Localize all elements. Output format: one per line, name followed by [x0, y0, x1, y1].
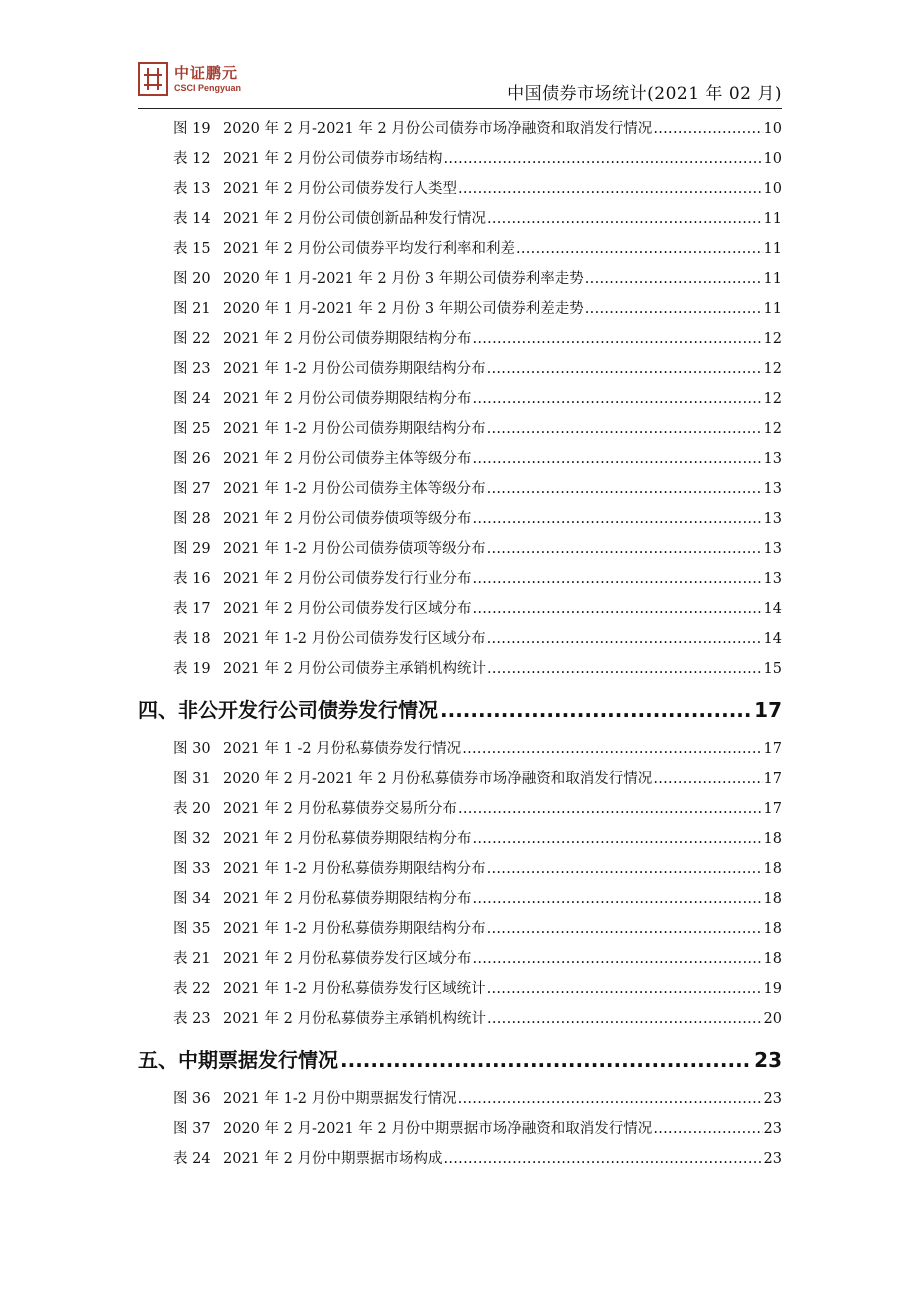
entry-title: 2020 年 2 月-2021 年 2 月份公司债券市场净融资和取消发行情况	[223, 121, 653, 137]
toc-entry[interactable]	[173, 447, 782, 469]
dot-leader	[440, 698, 752, 722]
entry-code: 表 18	[173, 631, 211, 647]
entry-code: 图 36	[173, 1091, 211, 1107]
section-title: 四、非公开发行公司债券发行情况	[138, 698, 438, 722]
entry-title: 2021 年 2 月份公司债券主体等级分布	[223, 451, 472, 467]
toc-entry[interactable]	[173, 267, 782, 289]
entry-page: 13	[763, 541, 782, 557]
dot-leader	[340, 1048, 752, 1072]
toc-entry[interactable]	[173, 327, 782, 349]
document-title: 中国债券市场统计(2021 年 02 月)	[507, 84, 782, 104]
entry-code: 表 20	[173, 801, 211, 817]
company-logo	[138, 62, 241, 96]
entry-code: 图 28	[173, 511, 211, 527]
entry-title: 2021 年 2 月份公司债券发行区域分布	[223, 601, 472, 617]
entry-code: 图 24	[173, 391, 211, 407]
dot-leader	[472, 391, 762, 407]
entry-code: 图 26	[173, 451, 211, 467]
toc-entry[interactable]	[173, 797, 782, 819]
entry-page: 10	[763, 121, 782, 137]
entry-code: 图 25	[173, 421, 211, 437]
dot-leader	[462, 741, 762, 757]
toc-entry[interactable]	[173, 537, 782, 559]
dot-leader	[472, 571, 762, 587]
dot-leader	[458, 1091, 763, 1107]
entry-page: 17	[763, 771, 782, 787]
entry-page: 18	[763, 951, 782, 967]
entry-title: 2020 年 1 月-2021 年 2 月份 3 年期公司债券利差走势	[223, 301, 584, 317]
entry-page: 23	[763, 1121, 782, 1137]
entry-page: 13	[763, 451, 782, 467]
entry-code: 表 15	[173, 241, 211, 257]
entry-code: 图 35	[173, 921, 211, 937]
toc-entry[interactable]	[173, 207, 782, 229]
dot-leader	[472, 601, 762, 617]
section-title: 五、中期票据发行情况	[138, 1048, 338, 1072]
toc-entry[interactable]	[173, 767, 782, 789]
toc-entry[interactable]	[173, 1007, 782, 1029]
entry-page: 17	[763, 741, 782, 757]
entry-code: 图 34	[173, 891, 211, 907]
toc-entry[interactable]	[173, 507, 782, 529]
toc-section-heading[interactable]	[138, 1044, 782, 1076]
entry-page: 18	[763, 861, 782, 877]
entry-code: 图 22	[173, 331, 211, 347]
entry-code: 图 29	[173, 541, 211, 557]
dot-leader	[487, 921, 763, 937]
entry-page: 20	[763, 1011, 782, 1027]
dot-leader	[472, 451, 762, 467]
toc-entry[interactable]	[173, 117, 782, 139]
toc-entry[interactable]	[173, 737, 782, 759]
entry-title: 2021 年 2 月份私募债券交易所分布	[223, 801, 457, 817]
entry-code: 表 24	[173, 1151, 211, 1167]
dot-leader	[585, 301, 763, 317]
entry-page: 15	[763, 661, 782, 677]
dot-leader	[487, 861, 763, 877]
entry-title: 2021 年 1 -2 月份私募债券发行情况	[223, 741, 462, 757]
dot-leader	[472, 831, 762, 847]
section-page: 23	[754, 1048, 782, 1072]
entry-page: 18	[763, 921, 782, 937]
entry-title: 2021 年 2 月份公司债券发行行业分布	[223, 571, 472, 587]
entry-title: 2021 年 1-2 月份公司债券期限结构分布	[223, 361, 486, 377]
entry-page: 17	[763, 801, 782, 817]
entry-title: 2021 年 2 月份中期票据市场构成	[223, 1151, 443, 1167]
dot-leader	[653, 771, 762, 787]
toc-entry[interactable]	[173, 567, 782, 589]
dot-leader	[472, 331, 762, 347]
dot-leader	[458, 181, 763, 197]
entry-page: 11	[763, 241, 782, 257]
entry-page: 12	[763, 391, 782, 407]
entry-page: 23	[763, 1091, 782, 1107]
entry-code: 表 17	[173, 601, 211, 617]
entry-code: 图 20	[173, 271, 211, 287]
dot-leader	[653, 121, 762, 137]
dot-leader	[516, 241, 763, 257]
toc-entry[interactable]	[173, 947, 782, 969]
toc-entry[interactable]	[173, 237, 782, 259]
dot-leader	[585, 271, 763, 287]
entry-page: 18	[763, 891, 782, 907]
entry-title: 2021 年 2 月份私募债券主承销机构统计	[223, 1011, 486, 1027]
entry-page: 18	[763, 831, 782, 847]
dot-leader	[487, 541, 763, 557]
seal-icon	[138, 62, 168, 96]
entry-title: 2021 年 2 月份公司债券市场结构	[223, 151, 443, 167]
entry-code: 图 23	[173, 361, 211, 377]
toc-entry[interactable]	[173, 177, 782, 199]
entry-page: 13	[763, 481, 782, 497]
dot-leader	[443, 151, 762, 167]
entry-code: 表 12	[173, 151, 211, 167]
entry-code: 图 27	[173, 481, 211, 497]
entry-code: 表 14	[173, 211, 211, 227]
entry-page: 12	[763, 331, 782, 347]
entry-title: 2021 年 1-2 月份私募债券期限结构分布	[223, 921, 486, 937]
brand-name-cn: 中证鹏元	[174, 63, 239, 82]
entry-title: 2021 年 1-2 月份公司债券发行区域分布	[223, 631, 486, 647]
entry-title: 2021 年 2 月份公司债券期限结构分布	[223, 331, 472, 347]
entry-title: 2021 年 2 月份公司债券主承销机构统计	[223, 661, 486, 677]
dot-leader	[458, 801, 763, 817]
dot-leader	[443, 1151, 762, 1167]
entry-page: 11	[763, 301, 782, 317]
dot-leader	[487, 661, 763, 677]
toc-entry[interactable]	[173, 597, 782, 619]
entry-page: 11	[763, 211, 782, 227]
entry-page: 14	[763, 631, 782, 647]
entry-page: 13	[763, 511, 782, 527]
entry-page: 10	[763, 151, 782, 167]
toc-entry[interactable]	[173, 887, 782, 909]
entry-code: 图 21	[173, 301, 211, 317]
entry-title: 2021 年 1-2 月份公司债券债项等级分布	[223, 541, 486, 557]
dot-leader	[487, 981, 763, 997]
dot-leader	[487, 481, 763, 497]
entry-title: 2020 年 2 月-2021 年 2 月份私募债券市场净融资和取消发行情况	[223, 771, 653, 787]
entry-page: 23	[763, 1151, 782, 1167]
entry-page: 12	[763, 421, 782, 437]
toc-entry[interactable]	[173, 977, 782, 999]
page-header	[138, 62, 782, 109]
entry-code: 表 22	[173, 981, 211, 997]
entry-title: 2021 年 2 月份私募债券期限结构分布	[223, 831, 472, 847]
toc-entry[interactable]	[173, 857, 782, 879]
entry-title: 2021 年 2 月份公司债券平均发行利率和利差	[223, 241, 515, 257]
toc-entry[interactable]	[173, 297, 782, 319]
dot-leader	[472, 951, 762, 967]
entry-title: 2021 年 2 月份私募债券发行区域分布	[223, 951, 472, 967]
entry-title: 2021 年 1-2 月份私募债券发行区域统计	[223, 981, 486, 997]
toc-entry[interactable]	[173, 477, 782, 499]
toc-entry[interactable]	[173, 917, 782, 939]
entry-page: 10	[763, 181, 782, 197]
entry-page: 13	[763, 571, 782, 587]
toc-entry[interactable]	[173, 417, 782, 439]
toc-entry[interactable]	[173, 1117, 782, 1139]
entry-page: 14	[763, 601, 782, 617]
entry-code: 图 32	[173, 831, 211, 847]
brand-name-en: CSCI Pengyuan	[174, 82, 242, 93]
toc-entry[interactable]	[173, 357, 782, 379]
dot-leader	[487, 421, 763, 437]
entry-code: 表 13	[173, 181, 211, 197]
entry-title: 2021 年 2 月份公司债券发行人类型	[223, 181, 457, 197]
entry-title: 2021 年 2 月份私募债券期限结构分布	[223, 891, 472, 907]
dot-leader	[487, 631, 763, 647]
toc-section-heading[interactable]	[138, 694, 782, 726]
entry-code: 表 21	[173, 951, 211, 967]
entry-title: 2021 年 1-2 月份中期票据发行情况	[223, 1091, 457, 1107]
entry-code: 表 23	[173, 1011, 211, 1027]
entry-code: 图 30	[173, 741, 211, 757]
entry-page: 11	[763, 271, 782, 287]
entry-page: 19	[763, 981, 782, 997]
entry-title: 2021 年 1-2 月份私募债券期限结构分布	[223, 861, 486, 877]
entry-title: 2021 年 1-2 月份公司债券期限结构分布	[223, 421, 486, 437]
toc-entry[interactable]	[173, 627, 782, 649]
toc-entry[interactable]	[173, 827, 782, 849]
entry-page: 12	[763, 361, 782, 377]
entry-title: 2021 年 1-2 月份公司债券主体等级分布	[223, 481, 486, 497]
section-page: 17	[754, 698, 782, 722]
entry-title: 2020 年 2 月-2021 年 2 月份中期票据市场净融资和取消发行情况	[223, 1121, 653, 1137]
dot-leader	[653, 1121, 762, 1137]
entry-code: 表 16	[173, 571, 211, 587]
entry-code: 图 19	[173, 121, 211, 137]
entry-title: 2021 年 2 月份公司债券期限结构分布	[223, 391, 472, 407]
entry-code: 表 19	[173, 661, 211, 677]
entry-code: 图 37	[173, 1121, 211, 1137]
entry-title: 2021 年 2 月份公司债创新品种发行情况	[223, 211, 486, 227]
entry-title: 2020 年 1 月-2021 年 2 月份 3 年期公司债券利率走势	[223, 271, 584, 287]
entry-code: 图 31	[173, 771, 211, 787]
entry-title: 2021 年 2 月份公司债券债项等级分布	[223, 511, 472, 527]
dot-leader	[472, 891, 762, 907]
dot-leader	[487, 211, 763, 227]
toc-entry[interactable]	[173, 1087, 782, 1109]
dot-leader	[487, 1011, 763, 1027]
entry-code: 图 33	[173, 861, 211, 877]
toc-entry[interactable]	[173, 387, 782, 409]
dot-leader	[487, 361, 763, 377]
toc-entry[interactable]	[173, 147, 782, 169]
dot-leader	[472, 511, 762, 527]
toc-entry[interactable]	[173, 657, 782, 679]
toc-entry[interactable]	[173, 1147, 782, 1169]
